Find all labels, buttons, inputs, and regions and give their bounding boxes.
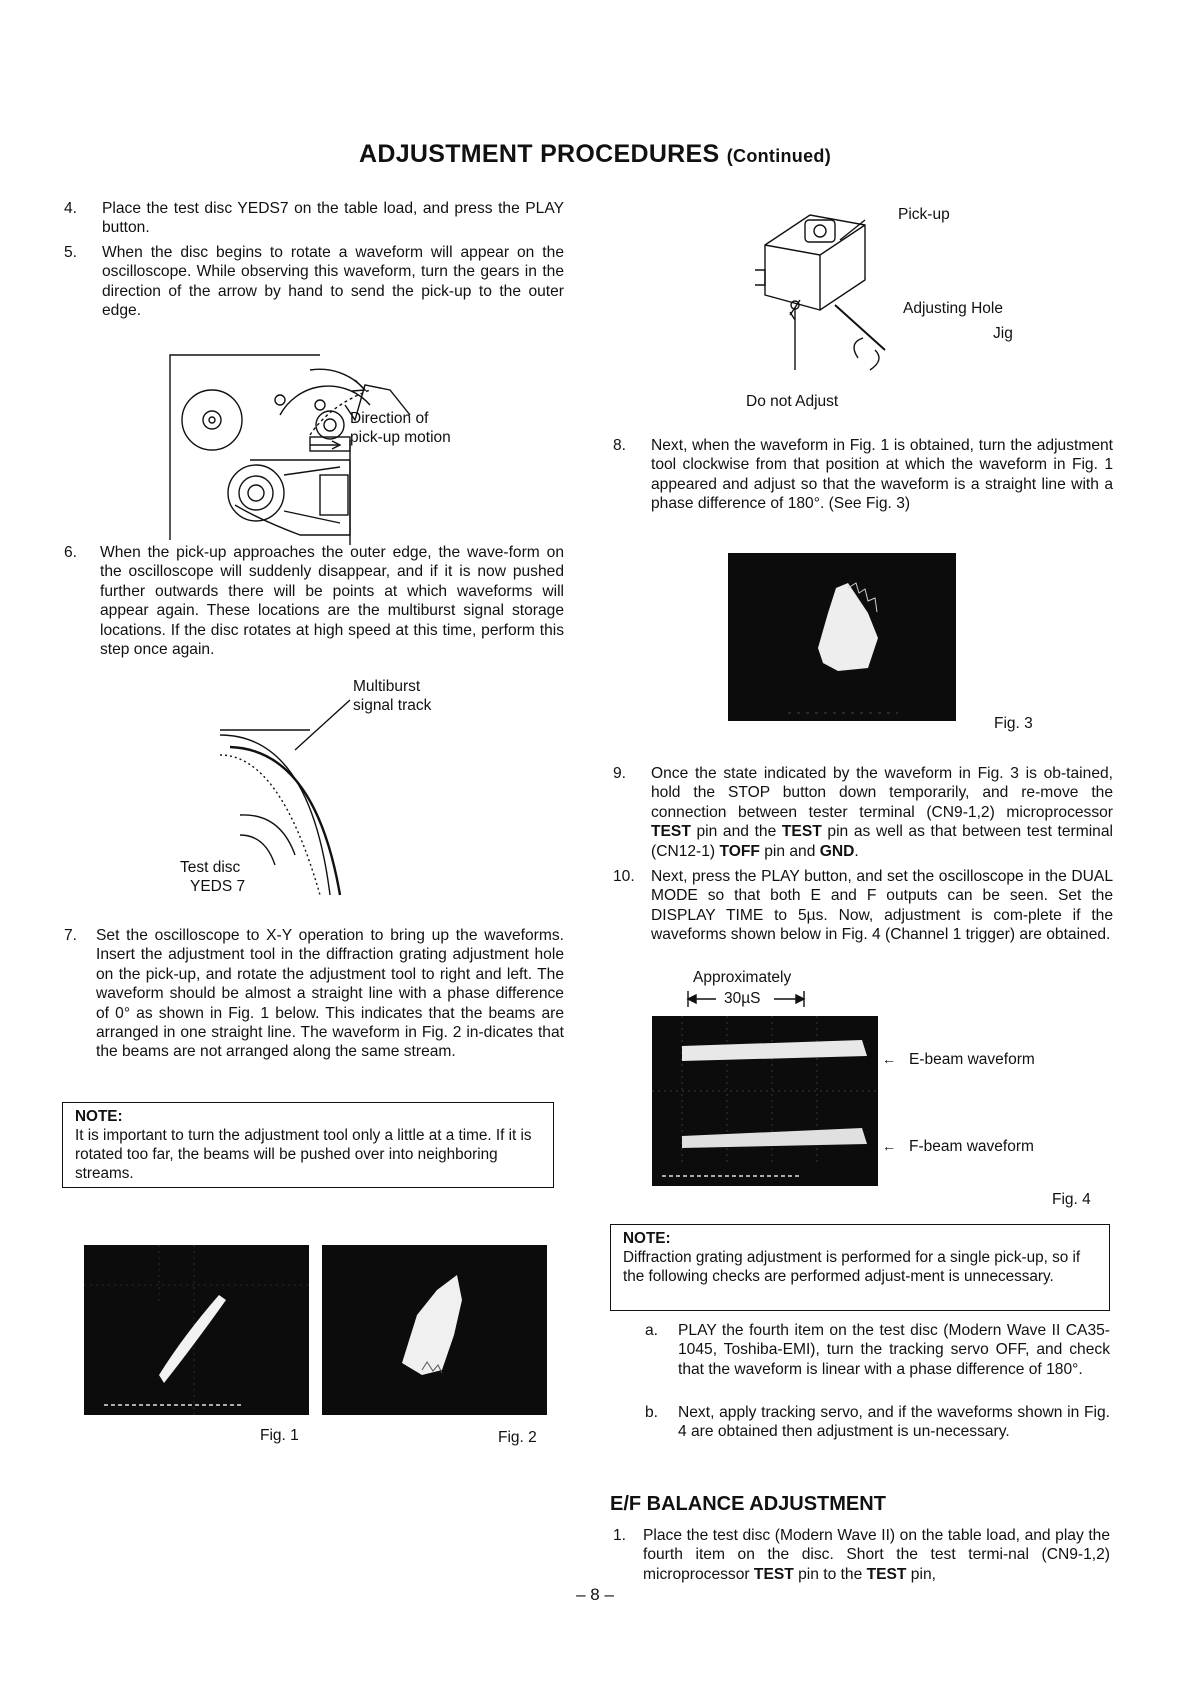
step-text-part: pin to the [793,1565,867,1583]
step-text: Place the test disc YEDS7 on the table load, and press the PLAY button. [102,200,564,237]
step-text: When the pick-up approaches the outer edge, the wave-form on the oscilloscope will suddenly disappear, and if it is now pushed further outwards there will be points at which waveforms will appear again. These locations are the multiburst signal storage locations. If the disc rotates at high speed at this time, perform this step once again. [100,544,564,659]
step-text-part: pin, [906,1565,936,1583]
step-number: 9. [613,765,627,782]
arrow-left-icon: ← [882,1138,896,1154]
label-pickup: Pick-up [898,206,950,223]
ef-step-1 [613,1526,1110,1586]
step-number: b. [645,1404,659,1421]
step-number: 4. [64,200,78,217]
step-text: Set the oscilloscope to X-Y operation to bring up the waveforms. Insert the adjustment tool in the diffraction grating adjustment hole on the pick-up, and rotate the adjustment tool to right and left. The waveform should be almost a straight line with a phase difference of 0° as shown in Fig. 1 below. This indicates that the beams are arranged in one straight line. The waveform in Fig. 2 in-dicates that the beams are not arranged along the same stream. [96,927,564,1061]
bold-gnd: GND [819,842,855,860]
label-signal-track: signal track [353,697,432,714]
label-pickup-motion: pick-up motion [350,429,451,446]
bold-test: TEST [781,823,822,841]
step-text: Next, when the waveform in Fig. 1 is obtained, turn the adjustment tool clockwise from that position at which the waveform in Fig. 1 appeared and adjust so that the waveform is a straight line with a phase difference of 180°. (See Fig. 3) [651,437,1113,513]
step-text: When the disc begins to rotate a waveform will appear on the oscilloscope. While observing this waveform, turn the gears in the direction of the arrow by hand to send the pick-up to the outer edge. [102,244,564,320]
label-direction: Direction of [350,410,429,427]
label-test-disc: Test disc [180,859,241,876]
bold-test: TEST [866,1565,907,1583]
label-multiburst: Multiburst [353,678,421,695]
step-text-part: Once the state indicated by the waveform in Fig. 3 is ob-tained, hold the STOP button down temporarily, and re-move the connection between tester terminal (CN9-1,2) microprocessor [651,765,1113,821]
step-text [651,764,1113,861]
label-approximately: Approximately [693,969,792,986]
step-text [643,1526,1110,1584]
label-f-beam: F-beam waveform [909,1138,1034,1155]
fig4-caption: Fig. 4 [1052,1191,1091,1208]
page-title [0,140,1190,169]
step-8 [613,436,1113,536]
note-box [62,1102,554,1188]
step-text-part: Place the test disc (Modern Wave II) on the table load, and play the fourth item on the disc. Short the test termi-nal (CN9-1,2) microprocessor [643,1527,1110,1583]
step-text-part: pin as well as that between test terminal (CN12-1) [651,823,1113,860]
step-6 [64,543,564,683]
fig3-photo [728,553,956,721]
note-heading: NOTE: [623,1230,671,1247]
section-heading: E/F BALANCE ADJUSTMENT [610,1493,886,1515]
note-heading: NOTE: [75,1108,123,1125]
step-7 [64,926,564,1096]
check-a [645,1321,1110,1401]
step-number: 8. [613,437,627,454]
title-suffix: (Continued) [726,146,832,166]
arrow-left-icon: ← [882,1051,896,1067]
step-text-part: pin and [759,842,820,860]
label-yeds7: YEDS 7 [190,878,246,895]
fig3-caption: Fig. 3 [994,715,1033,732]
fig4-photo [652,1016,878,1186]
step-number: 1. [613,1527,627,1544]
step-text-part: . [854,842,859,860]
note-text: Diffraction grating adjustment is performed for a single pick-up, so if the following checks are performed adjust-ment is unnecessary. [623,1249,1081,1285]
step-text: PLAY the fourth item on the test disc (Modern Wave II CA35-1045, Toshiba-EMI), turn the tracking servo OFF, and check that the waveform is linear with a phase difference of 180°. [678,1322,1110,1378]
step-number: a. [645,1322,659,1339]
bold-test: TEST [651,823,691,841]
span-indicator [686,988,806,1010]
disc-diagram [220,695,370,905]
label-do-not-adjust: Do not Adjust [746,393,839,410]
step-10 [613,867,1113,967]
step-text: Next, apply tracking servo, and if the waveforms shown in Fig. 4 are obtained then adjustment is un-necessary. [678,1404,1110,1441]
fig1-caption: Fig. 1 [260,1427,299,1444]
step-number: 6. [64,544,78,561]
fig2-caption: Fig. 2 [498,1429,537,1446]
check-b [645,1403,1110,1463]
label-e-beam: E-beam waveform [909,1051,1035,1068]
step-9 [613,764,1113,864]
step-text-part: pin and the [690,823,782,841]
label-span: 30µS [724,990,761,1007]
step-text: Next, press the PLAY button, and set the oscilloscope in the DUAL MODE so that both E and F outputs can be seen. Set the DISPLAY TIME to 5µs. Now, adjustment is com-plete if the waveforms shown below in Fig. 4 (Channel 1 trigger) are obtained. [651,868,1113,944]
note-box [610,1224,1110,1311]
note-text: It is important to turn the adjustment tool only a little at a time. If it is rotated too far, the beams will be pushed over into neighboring streams. [75,1127,532,1182]
label-jig: Jig [993,325,1013,342]
step-number: 10. [613,868,635,885]
label-adjusting-hole: Adjusting Hole [903,300,1003,317]
bold-toff: TOFF [719,842,760,860]
fig1-photo [84,1245,309,1415]
step-5 [64,243,564,323]
title-main: ADJUSTMENT PROCEDURES [358,140,720,168]
fig2-photo [322,1245,547,1415]
step-number: 7. [64,927,78,944]
step-number: 5. [64,244,78,261]
bold-test: TEST [753,1565,794,1583]
step-4 [64,199,564,239]
page-number: – 8 – [576,1585,614,1604]
